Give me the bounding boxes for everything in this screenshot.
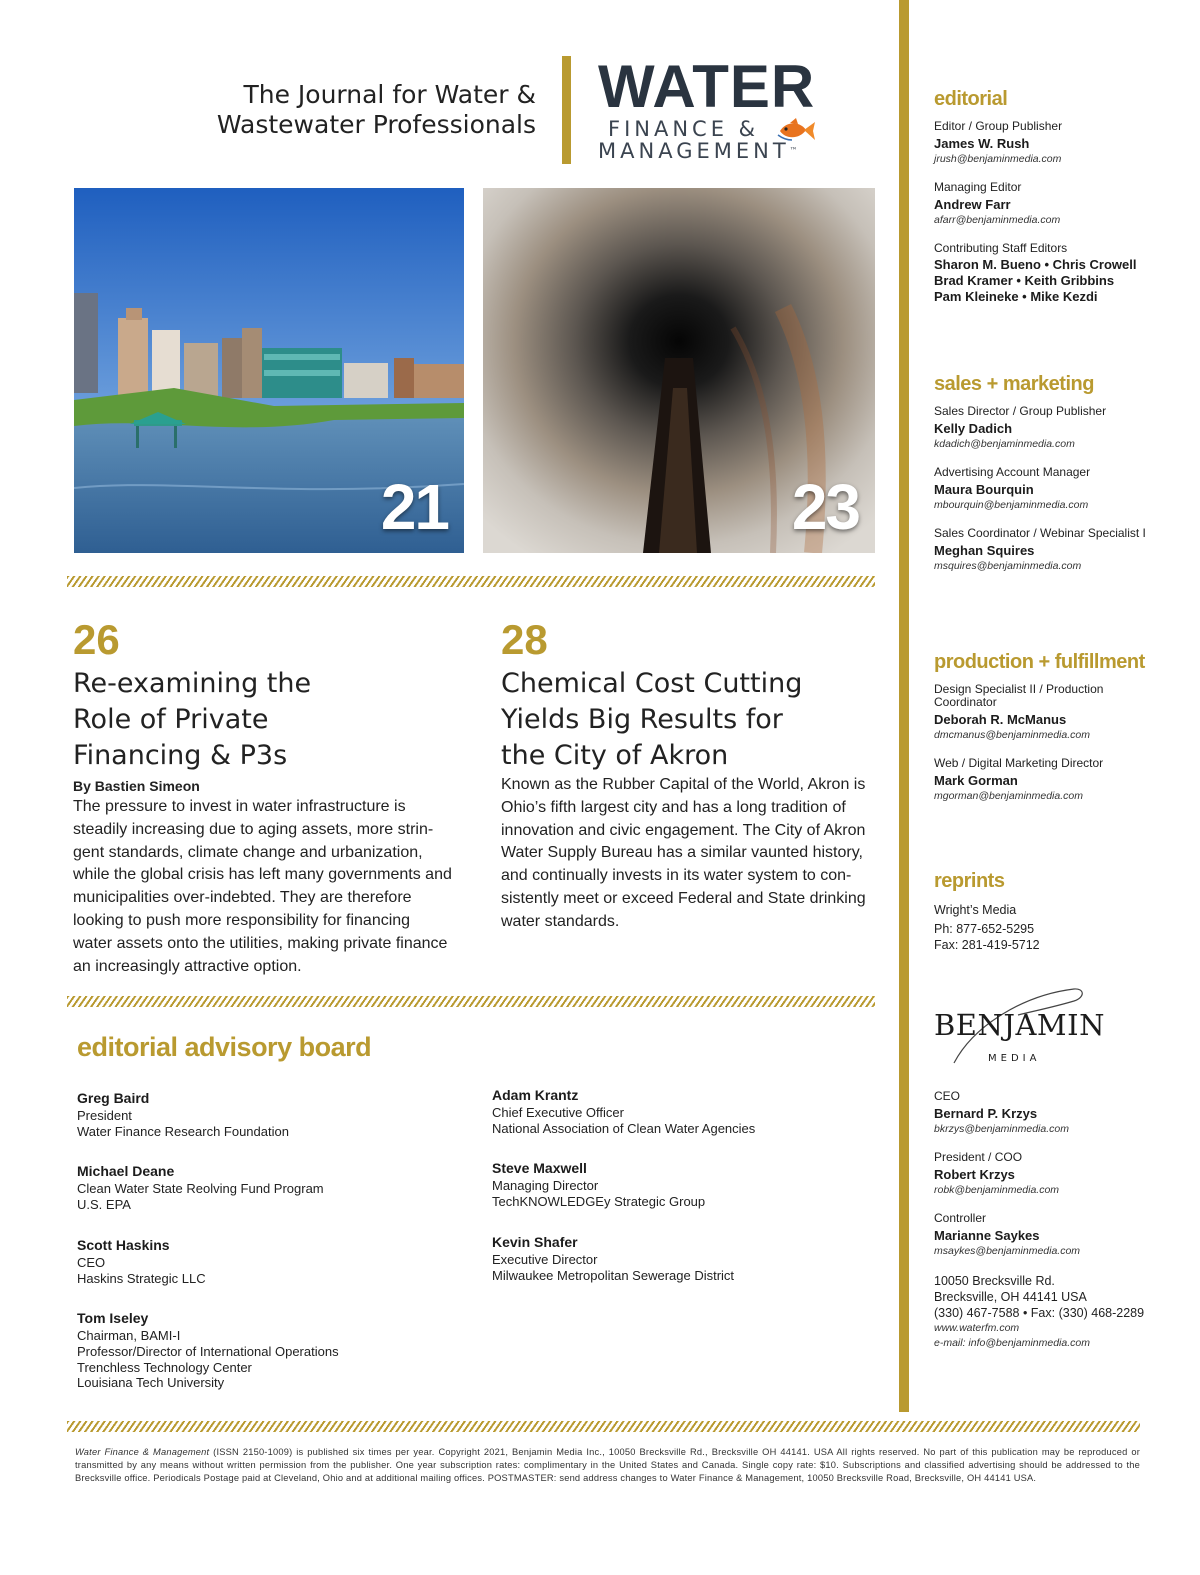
staff-role: Editor / Group Publisher xyxy=(934,119,1063,133)
staff-role: Sales Director / Group Publisher xyxy=(934,404,1107,418)
staff-role: Controller xyxy=(934,1211,987,1225)
photo-city-skyline[interactable] xyxy=(74,188,464,553)
member-organization: Haskins Strategic LLC xyxy=(77,1270,206,1286)
staff-email-link[interactable]: mgorman@benjaminmedia.com xyxy=(934,790,1083,802)
water-finance-management-logo xyxy=(598,53,828,166)
publication-notice xyxy=(75,1446,1140,1485)
story-title[interactable]: Chemical Cost Cutting Yields Big Results for the City of Akron xyxy=(501,668,803,771)
logo-word: WATER xyxy=(598,53,816,120)
masthead-production-fulfillment xyxy=(934,649,1184,818)
staff-role: Contributing Staff Editors xyxy=(934,241,1068,255)
reprints-company: Wright’s Media xyxy=(934,903,1017,917)
staff-name: Mark Gorman xyxy=(934,773,1018,788)
story-byline: By Bastien Simeon xyxy=(73,778,200,794)
staff-entry xyxy=(934,527,1184,574)
photo-page-number: 21 xyxy=(380,471,448,543)
staff-email-link[interactable]: robk@benjaminmedia.com xyxy=(934,1184,1060,1196)
staff-email-link[interactable]: bkrzys@benjaminmedia.com xyxy=(934,1123,1069,1135)
address-street: 10050 Brecksville Rd. xyxy=(934,1274,1055,1288)
sales-marketing-heading: sales + marketing xyxy=(934,373,1094,395)
staff-email-link[interactable]: msaykes@benjaminmedia.com xyxy=(934,1245,1081,1257)
masthead-editorial xyxy=(934,86,1184,319)
story-card-26[interactable] xyxy=(73,618,453,978)
member-name: Michael Deane xyxy=(77,1163,175,1180)
staff-role: Web / Digital Marketing Director xyxy=(934,756,1104,770)
staff-name: Bernard P. Krzys xyxy=(934,1106,1038,1121)
board-member xyxy=(492,1085,892,1136)
member-name: Kevin Shafer xyxy=(492,1233,578,1250)
board-member xyxy=(77,1088,477,1139)
board-member xyxy=(77,1308,477,1391)
staff-entry xyxy=(934,1090,1184,1137)
staff-email-link[interactable]: kdadich@benjaminmedia.com xyxy=(934,438,1075,450)
staff-entry xyxy=(934,1212,1184,1259)
staff-name: Maura Bourquin xyxy=(934,482,1034,497)
advisory-board-left-column xyxy=(77,1088,477,1413)
member-title: Chairman, BAMI-I xyxy=(77,1328,181,1344)
hatch-divider xyxy=(67,996,875,1007)
staff-entry xyxy=(934,181,1184,228)
reprints-fax: Fax: 281-419-5712 xyxy=(934,938,1040,952)
member-organization: Trenchless Technology Center xyxy=(77,1359,252,1375)
staff-names-line: Pam Kleineke • Mike Kezdi xyxy=(934,289,1098,304)
staff-entry xyxy=(934,757,1184,804)
staff-email-link[interactable]: jrush@benjaminmedia.com xyxy=(934,153,1062,165)
staff-role: Advertising Account Manager xyxy=(934,465,1091,479)
member-title: CEO xyxy=(77,1254,106,1270)
story-card-28[interactable] xyxy=(501,618,871,934)
staff-entry xyxy=(934,683,1184,743)
tagline-line-1: The Journal for Water & xyxy=(243,80,536,109)
member-organization: Louisiana Tech University xyxy=(77,1375,225,1391)
member-name: Tom Iseley xyxy=(77,1310,149,1327)
staff-name: Kelly Dadich xyxy=(934,421,1013,436)
staff-name: Robert Krzys xyxy=(934,1167,1015,1182)
staff-email-link[interactable]: dmcmanus@benjaminmedia.com xyxy=(934,729,1090,741)
staff-role: CEO xyxy=(934,1089,961,1103)
publication-name: Water Finance & Management xyxy=(75,1447,210,1457)
reprints-heading: reprints xyxy=(934,870,1005,892)
story-title[interactable]: Re-examining the Role of Private Financing & P3s xyxy=(73,668,312,771)
staff-entry xyxy=(934,1151,1184,1198)
member-title: President xyxy=(77,1108,132,1123)
story-summary: The pressure to invest in water infrastructure is steadily increasing due to aging assets, more strin-gent standards, climate change and urbanization, while the global crisis has left many governments and municipalities over-indebted. They are therefore looking to push more responsibility for financing water assets onto the utilities, making private finance an increasingly attractive option. xyxy=(73,798,452,975)
staff-name: Marianne Saykes xyxy=(934,1228,1040,1243)
member-organization: Milwaukee Metropolitan Sewerage District xyxy=(492,1267,735,1283)
story-page-number: 28 xyxy=(501,616,548,663)
benjamin-logo-word: BENJAMIN xyxy=(934,1008,1105,1042)
staff-name: Andrew Farr xyxy=(934,197,1011,212)
member-organization: U.S. EPA xyxy=(77,1197,131,1213)
member-title: Chief Executive Officer xyxy=(492,1105,624,1120)
staff-role: Sales Coordinator / Webinar Specialist I xyxy=(934,526,1146,540)
staff-role: Design Specialist II / Production Coordinator xyxy=(934,682,1104,709)
member-title: Managing Director xyxy=(492,1178,599,1194)
masthead-reprints xyxy=(934,868,1184,953)
benjamin-logo-sub: MEDIA xyxy=(988,1053,1041,1064)
staff-name: Deborah R. McManus xyxy=(934,712,1067,727)
address-city: Brecksville, OH 44141 USA xyxy=(934,1290,1087,1304)
staff-names-line: Sharon M. Bueno • Chris Crowell xyxy=(934,257,1137,272)
staff-name: James W. Rush xyxy=(934,136,1030,151)
staff-names-line: Brad Kramer • Keith Gribbins xyxy=(934,273,1115,288)
staff-email-link[interactable]: mbourquin@benjaminmedia.com xyxy=(934,499,1089,511)
staff-entry xyxy=(934,120,1184,167)
masthead-sales-marketing xyxy=(934,371,1184,588)
logo-line-2: FINANCE & xyxy=(608,117,760,141)
board-member xyxy=(77,1161,477,1212)
editorial-heading: editorial xyxy=(934,88,1008,110)
goldfish-icon xyxy=(776,118,816,144)
photo-page-number: 23 xyxy=(791,471,859,543)
advisory-board-right-column xyxy=(492,1085,892,1305)
member-organization: TechKNOWLEDGEy Strategic Group xyxy=(492,1194,706,1210)
story-summary: Known as the Rubber Capital of the World, Akron is Ohio’s fifth largest city and has a long tradition of innovation and civic engagement. The City of Akron Water Supply Bureau has a similar vaunted history, and continually invests in its water system to con-sistently meet or exceed Federal and State drinking water standards. xyxy=(501,776,866,930)
header-divider-bar xyxy=(562,56,571,164)
staff-entry xyxy=(934,242,1184,305)
member-title: Executive Director xyxy=(492,1251,598,1267)
board-member xyxy=(77,1235,477,1286)
logo-trademark: ™ xyxy=(789,146,798,155)
member-organization: National Association of Clean Water Agencies xyxy=(492,1120,756,1136)
address-phone: (330) 467-7588 • Fax: (330) 468-2289 xyxy=(934,1306,1145,1320)
staff-role: President / COO xyxy=(934,1150,1023,1164)
staff-name: Meghan Squires xyxy=(934,543,1035,558)
advisory-board-heading: editorial advisory board xyxy=(77,1032,372,1062)
photo-pipe-interior[interactable] xyxy=(483,188,875,553)
staff-role: Managing Editor xyxy=(934,180,1022,194)
website-link[interactable]: www.waterfm.com xyxy=(934,1322,1020,1334)
benjamin-media-logo xyxy=(934,985,1104,1069)
story-page-number: 26 xyxy=(73,616,120,663)
member-name: Greg Baird xyxy=(77,1090,150,1106)
production-fulfillment-heading: production + fulfillment xyxy=(934,651,1145,673)
staff-entry xyxy=(934,405,1184,452)
staff-email-link[interactable]: msquires@benjaminmedia.com xyxy=(934,560,1082,572)
logo-line-3-text: MANAGEMENT xyxy=(598,139,790,163)
staff-email-link[interactable]: afarr@benjaminmedia.com xyxy=(934,214,1061,226)
board-member xyxy=(492,1232,892,1283)
reprints-phone: Ph: 877-652-5295 xyxy=(934,922,1035,936)
board-member xyxy=(492,1158,892,1209)
member-title: Professor/Director of International Operations xyxy=(77,1343,339,1359)
journal-tagline xyxy=(180,80,536,140)
member-title: Clean Water State Reolving Fund Program xyxy=(77,1181,324,1197)
sidebar-rule xyxy=(899,0,909,1412)
footer-hatch-divider xyxy=(67,1421,1140,1432)
hatch-divider xyxy=(67,576,875,587)
masthead-corporate xyxy=(934,1090,1184,1351)
member-name: Adam Krantz xyxy=(492,1087,579,1103)
tagline-line-2: Wastewater Professionals xyxy=(216,110,536,139)
member-organization: Water Finance Research Foundation xyxy=(77,1123,289,1139)
contact-email-link[interactable]: e-mail: info@benjaminmedia.com xyxy=(934,1337,1090,1349)
staff-entry xyxy=(934,466,1184,513)
member-name: Scott Haskins xyxy=(77,1236,170,1253)
member-name: Steve Maxwell xyxy=(492,1160,587,1177)
publication-notice-text: (ISSN 2150-1009) is published six times per year. Copyright 2021, Benjamin Media Inc., 10050 Brecksville Rd., Brecksville OH 44141. USA All rights reserved. No part of this publication may be reproduced or transmitted by any means without written permission from the publisher. One year subscription rates: complimentary in the United States and Canada. Single copy rate: $10. Subscriptions and classified advertising should be addressed to the Brecksville office. Periodicals Postage paid at Cleveland, Ohio and at additional mailing offices. POSTMASTER: send address changes to Water Finance & Management, 10050 Brecksville Road, Brecksville, OH 44141 USA. xyxy=(75,1447,1140,1483)
